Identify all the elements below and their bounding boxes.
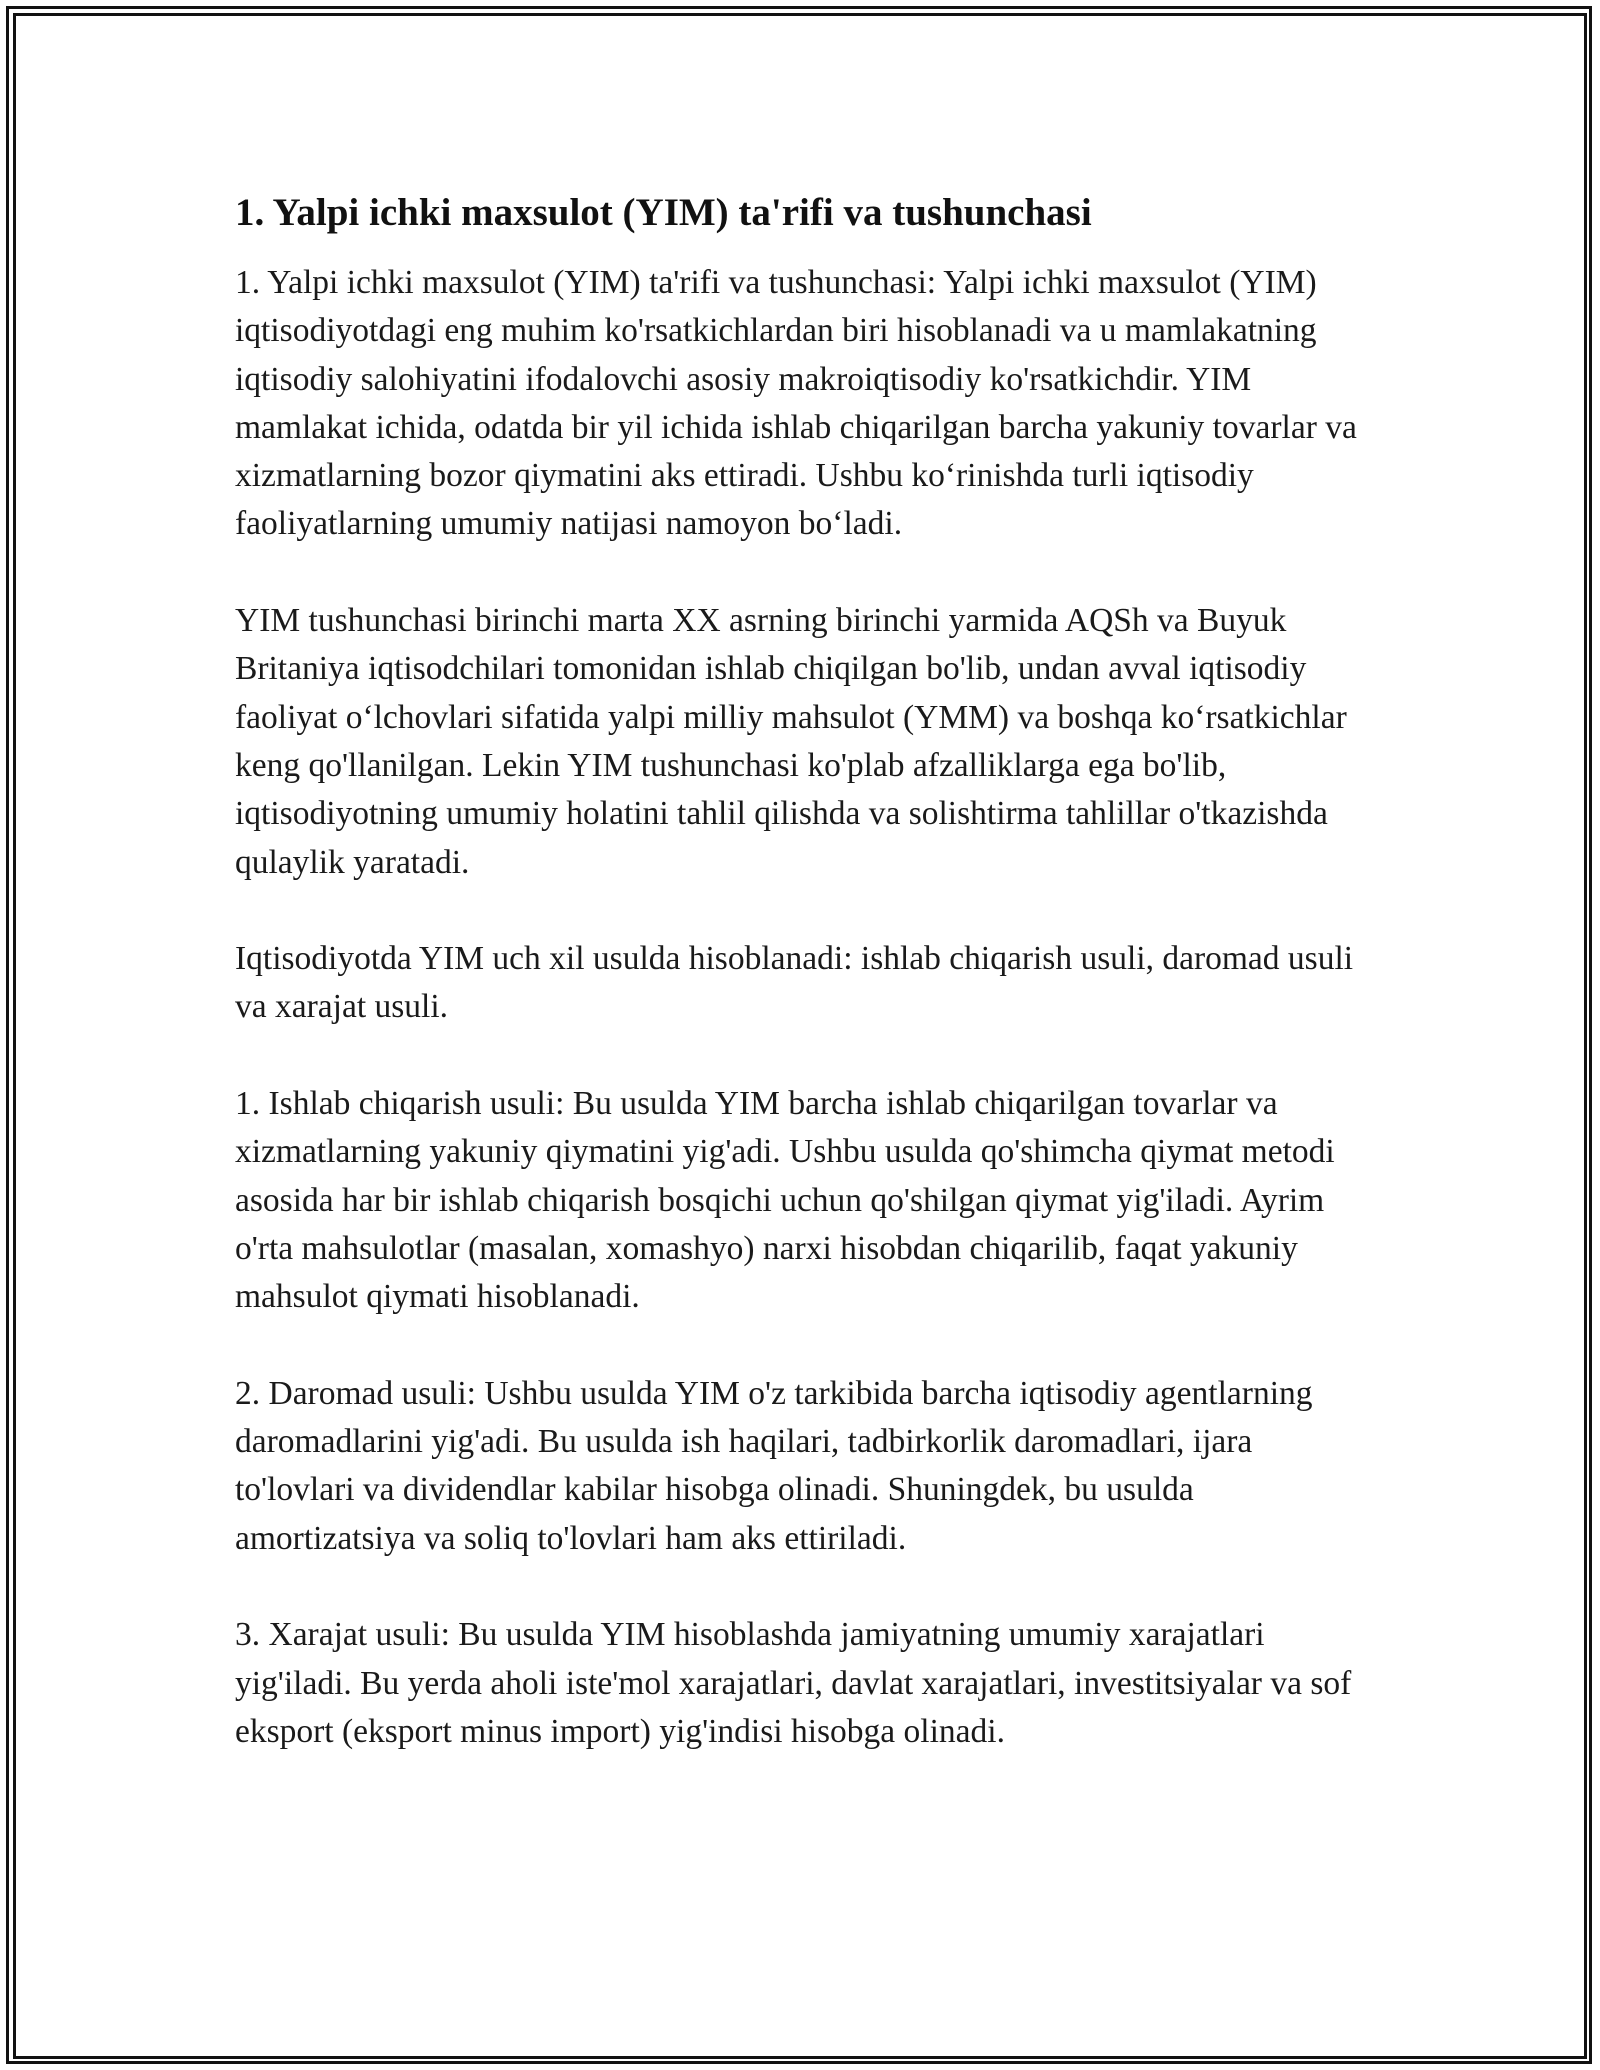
paragraph-income-method: 2. Daromad usuli: Ushbu usulda YIM o'z tarkibida barcha iqtisodiy agentlarning daromadlarini yig'adi. Bu usulda ish haqilari, tadbirkorlik daromadlari, ijara to'lovlari va dividendlar kabilar hisobga olinadi. Shuningdek, bu usulda amortizatsiya va soliq to'lovlari ham aks ettiriladi. [235,1374,1313,1557]
paragraph-methods-intro: Iqtisodiyotda YIM uch xil usulda hisoblanadi: ishlab chiqarish usuli, daromad usuli va xarajat usuli. [235,940,1354,1026]
document-title: 1. Yalpi ichki maxsulot (YIM) ta'rifi va tushunchasi [235,191,1092,234]
document-body [235,187,1365,1756]
paragraph-definition: 1. Yalpi ichki maxsulot (YIM) ta'rifi va tushunchasi: Yalpi ichki maxsulot (YIM) iqtisodiyotdagi eng muhim ko'rsatkichlardan biri hisoblanadi va u mamlakatning iqtisodiy salohiyatini ifodalovchi asosiy makroiqtisodiy ko'rsatkichdir. YIM mamlakat ichida, odatda bir yil ichida ishlab chiqarilgan barcha yakuniy tovarlar va xizmatlarning bozor qiymatini aks ettiradi. Ushbu ko‘rinishda turli iqtisodiy faoliyatlarning umumiy natijasi namoyon bo‘ladi. [235,264,1357,543]
paragraph-production-method: 1. Ishlab chiqarish usuli: Bu usulda YIM barcha ishlab chiqarilgan tovarlar va xizmatlarning yakuniy qiymatini yig'adi. Ushbu usulda qo'shimcha qiymat metodi asosida har bir ishlab chiqarish bosqichi uchun qo'shilgan qiymat yig'iladi. Ayrim o'rta mahsulotlar (masalan, xomashyo) narxi hisobdan chiqarilib, faqat yakuniy mahsulot qiymati hisoblanadi. [235,1085,1335,1316]
paragraph-expenditure-method: 3. Xarajat usuli: Bu usulda YIM hisoblashda jamiyatning umumiy xarajatlari yig'iladi. Bu yerda aholi iste'mol xarajatlari, davlat xarajatlari, investitsiyalar va sof eksport (eksport minus import) yig'indisi hisobga olinadi. [235,1616,1352,1750]
paragraph-history: YIM tushunchasi birinchi marta XX asrning birinchi yarmida AQSh va Buyuk Britaniya iqtisodchilari tomonidan ishlab chiqilgan bo'lib, undan avval iqtisodiy faoliyat o‘lchovlari sifatida yalpi milliy mahsulot (YMM) va boshqa ko‘rsatkichlar keng qo'llanilgan. Lekin YIM tushunchasi ko'plab afzalliklarga ega bo'lib, iqtisodiyotning umumiy holatini tahlil qilishda va solishtirma tahlillar o'tkazishda qulaylik yaratadi. [235,602,1347,881]
